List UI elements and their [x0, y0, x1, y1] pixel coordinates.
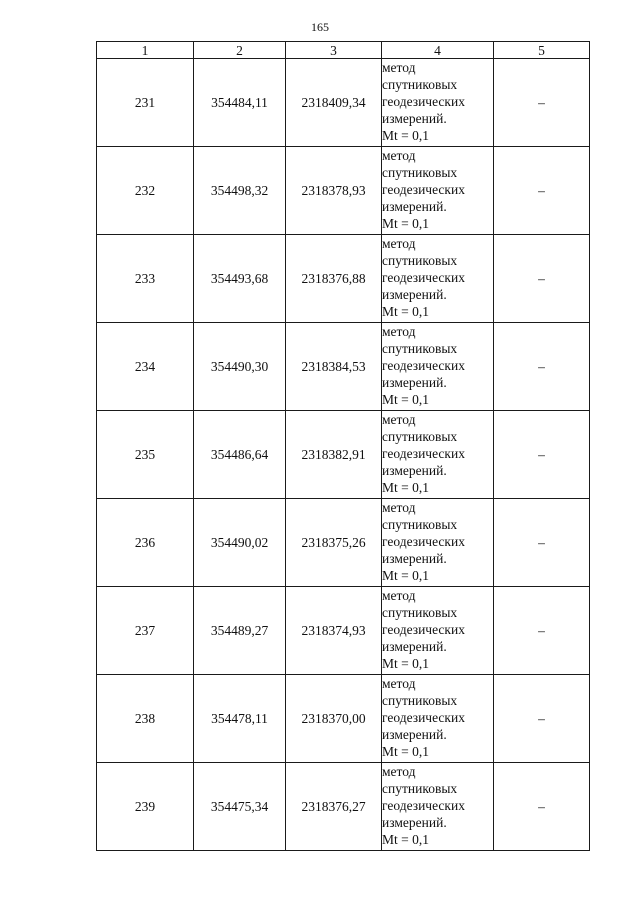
- method-line: геодезических: [382, 94, 465, 109]
- method-line: метод: [382, 324, 416, 339]
- method-line: метод: [382, 764, 416, 779]
- column-header-5: 5: [494, 42, 590, 59]
- method-line: спутниковых: [382, 605, 458, 620]
- note-cell: –: [494, 499, 590, 587]
- method-line: геодезических: [382, 182, 465, 197]
- point-number-cell: 239: [97, 763, 194, 851]
- note-cell: –: [494, 147, 590, 235]
- coordinate-x-cell: 354489,27: [194, 587, 286, 675]
- note-cell: –: [494, 323, 590, 411]
- method-line: геодезических: [382, 270, 465, 285]
- point-number-cell: 238: [97, 675, 194, 763]
- point-number-cell: 237: [97, 587, 194, 675]
- point-number-cell: 233: [97, 235, 194, 323]
- method-line: геодезических: [382, 710, 465, 725]
- method-cell: [382, 147, 494, 235]
- method-line: спутниковых: [382, 781, 458, 796]
- column-header-2: 2: [194, 42, 286, 59]
- method-line: Mt = 0,1: [382, 656, 429, 671]
- method-line: метод: [382, 676, 416, 691]
- method-line: спутниковых: [382, 517, 458, 532]
- page-number: 165: [311, 20, 329, 34]
- method-line: спутниковых: [382, 429, 458, 444]
- method-line: измерений.: [382, 639, 447, 654]
- coordinate-x-cell: 354478,11: [194, 675, 286, 763]
- coordinate-y-cell: 2318376,88: [286, 235, 382, 323]
- method-cell: [382, 411, 494, 499]
- method-line: геодезических: [382, 446, 465, 461]
- table-row: [97, 235, 590, 323]
- note-cell: –: [494, 763, 590, 851]
- coordinate-x-cell: 354484,11: [194, 59, 286, 147]
- coordinate-y-cell: 2318382,91: [286, 411, 382, 499]
- method-line: метод: [382, 148, 416, 163]
- point-number-cell: 232: [97, 147, 194, 235]
- note-cell: –: [494, 587, 590, 675]
- method-line: геодезических: [382, 358, 465, 373]
- method-line: спутниковых: [382, 165, 458, 180]
- table-row: [97, 763, 590, 851]
- point-number-cell: 234: [97, 323, 194, 411]
- table-row: [97, 587, 590, 675]
- point-number-cell: 235: [97, 411, 194, 499]
- method-line: Mt = 0,1: [382, 480, 429, 495]
- coordinate-y-cell: 2318376,27: [286, 763, 382, 851]
- method-line: геодезических: [382, 798, 465, 813]
- column-header-1: 1: [97, 42, 194, 59]
- method-line: Mt = 0,1: [382, 216, 429, 231]
- point-number-cell: 231: [97, 59, 194, 147]
- method-line: Mt = 0,1: [382, 568, 429, 583]
- table-header-row: [97, 42, 590, 59]
- coordinate-y-cell: 2318378,93: [286, 147, 382, 235]
- method-line: Mt = 0,1: [382, 304, 429, 319]
- method-cell: [382, 499, 494, 587]
- coordinate-x-cell: 354475,34: [194, 763, 286, 851]
- method-line: метод: [382, 588, 416, 603]
- method-line: Mt = 0,1: [382, 744, 429, 759]
- method-line: Mt = 0,1: [382, 832, 429, 847]
- method-cell: [382, 235, 494, 323]
- method-line: измерений.: [382, 375, 447, 390]
- table-row: [97, 675, 590, 763]
- note-cell: –: [494, 411, 590, 499]
- coordinate-y-cell: 2318375,26: [286, 499, 382, 587]
- point-number-cell: 236: [97, 499, 194, 587]
- method-line: измерений.: [382, 111, 447, 126]
- table-row: [97, 499, 590, 587]
- column-header-3: 3: [286, 42, 382, 59]
- method-line: спутниковых: [382, 77, 458, 92]
- method-line: спутниковых: [382, 253, 458, 268]
- method-line: измерений.: [382, 287, 447, 302]
- method-cell: [382, 763, 494, 851]
- coordinate-y-cell: 2318374,93: [286, 587, 382, 675]
- method-cell: [382, 59, 494, 147]
- note-cell: –: [494, 675, 590, 763]
- method-line: метод: [382, 236, 416, 251]
- note-cell: –: [494, 235, 590, 323]
- method-line: измерений.: [382, 727, 447, 742]
- method-line: измерений.: [382, 815, 447, 830]
- coordinate-x-cell: 354493,68: [194, 235, 286, 323]
- method-cell: [382, 323, 494, 411]
- method-line: геодезических: [382, 534, 465, 549]
- table-row: [97, 323, 590, 411]
- method-line: спутниковых: [382, 693, 458, 708]
- method-line: Mt = 0,1: [382, 392, 429, 407]
- coordinate-x-cell: 354490,30: [194, 323, 286, 411]
- method-cell: [382, 675, 494, 763]
- method-line: геодезических: [382, 622, 465, 637]
- table-row: [97, 59, 590, 147]
- method-line: измерений.: [382, 199, 447, 214]
- method-line: метод: [382, 60, 416, 75]
- coordinate-x-cell: 354498,32: [194, 147, 286, 235]
- method-line: метод: [382, 500, 416, 515]
- coordinate-y-cell: 2318384,53: [286, 323, 382, 411]
- coordinate-y-cell: 2318370,00: [286, 675, 382, 763]
- column-header-4: 4: [382, 42, 494, 59]
- method-line: Mt = 0,1: [382, 128, 429, 143]
- coordinate-x-cell: 354486,64: [194, 411, 286, 499]
- method-cell: [382, 587, 494, 675]
- method-line: спутниковых: [382, 341, 458, 356]
- coordinate-x-cell: 354490,02: [194, 499, 286, 587]
- note-cell: –: [494, 59, 590, 147]
- table-row: [97, 147, 590, 235]
- table-row: [97, 411, 590, 499]
- coordinates-table: [96, 41, 590, 851]
- method-line: метод: [382, 412, 416, 427]
- method-line: измерений.: [382, 551, 447, 566]
- method-line: измерений.: [382, 463, 447, 478]
- coordinate-y-cell: 2318409,34: [286, 59, 382, 147]
